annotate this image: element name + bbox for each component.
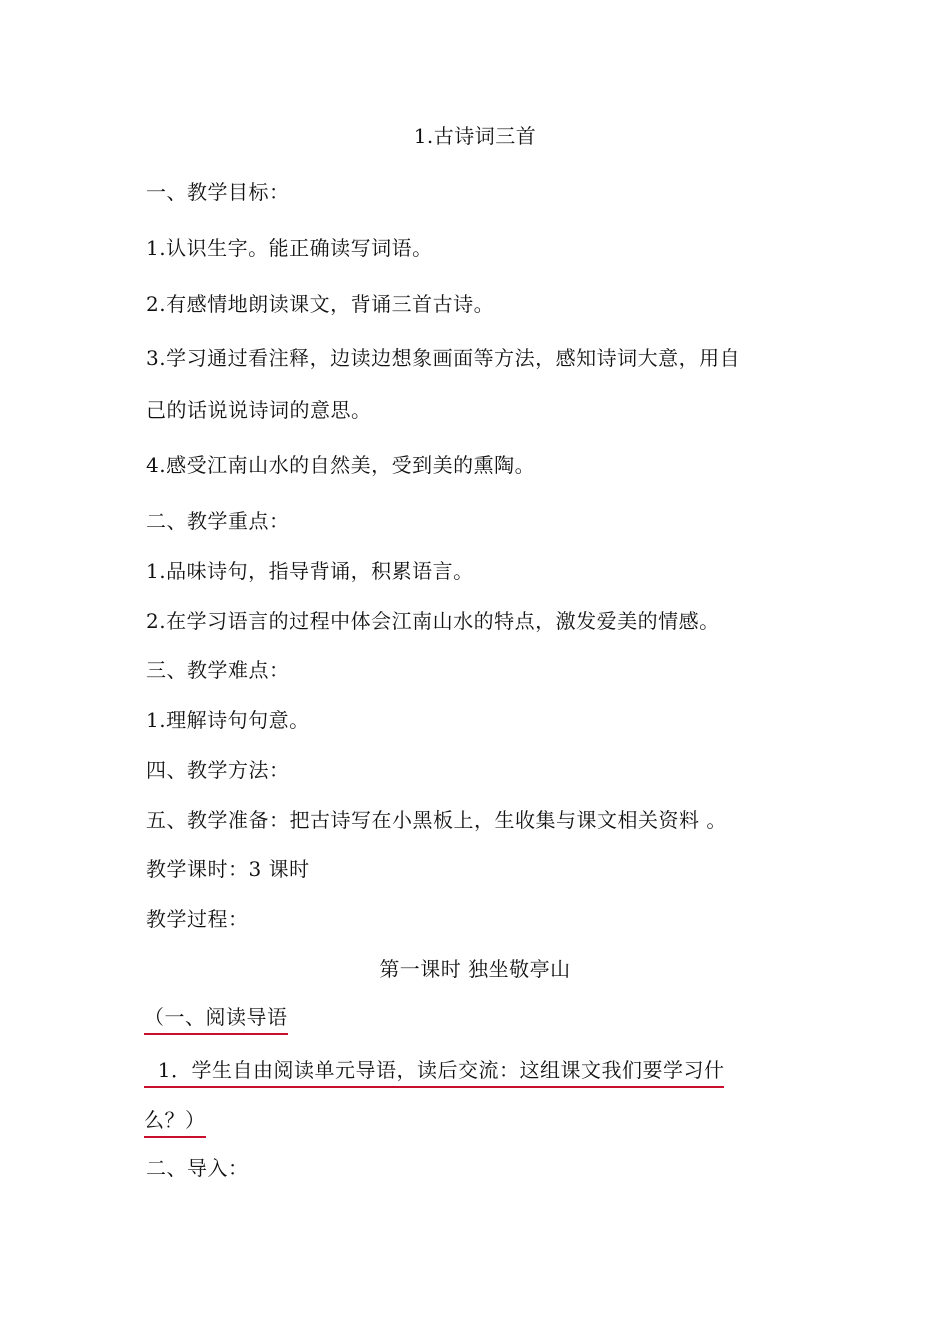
objective-item-continued: 己的话说说诗词的意思。 <box>146 398 372 422</box>
objective-item: 3.学习通过看注释，边读边想象画面等方法，感知诗词大意，用自 <box>146 346 741 370</box>
part2-heading: 二、导入： <box>146 1156 249 1180</box>
part1-item-line1 <box>144 1056 724 1084</box>
objectives-heading: 一、教学目标： <box>146 180 290 204</box>
part1-item-line2 <box>144 1106 206 1134</box>
difficulties-heading: 三、教学难点： <box>146 658 290 682</box>
part1-item-text-continued: 么？） <box>144 1108 206 1138</box>
part1-heading <box>144 1003 288 1031</box>
methods-heading: 四、教学方法： <box>146 758 290 782</box>
difficulty-item: 1.理解诗句句意。 <box>146 708 310 732</box>
part1-item-text: 1．学生自由阅读单元导语，读后交流：这组课文我们要学习什 <box>144 1058 724 1088</box>
process-heading: 教学过程： <box>146 907 249 931</box>
objective-item: 4.感受江南山水的自然美，受到美的熏陶。 <box>146 453 536 477</box>
class-hours-line: 教学课时：3 课时 <box>146 857 310 881</box>
objective-item: 1.认识生字。能正确读写词语。 <box>146 236 433 260</box>
preparation-line: 五、教学准备：把古诗写在小黑板上，生收集与课文相关资料 。 <box>146 808 727 832</box>
key-points-heading: 二、教学重点： <box>146 509 290 533</box>
part1-heading-text: （一、阅读导语 <box>144 1005 288 1035</box>
key-point-item: 1.品味诗句，指导背诵，积累语言。 <box>146 559 474 583</box>
document-title: 1.古诗词三首 <box>413 124 537 148</box>
lesson-title: 第一课时 独坐敬亭山 <box>379 957 571 981</box>
objective-item: 2.有感情地朗读课文，背诵三首古诗。 <box>146 292 495 316</box>
key-point-item: 2.在学习语言的过程中体会江南山水的特点，激发爱美的情感。 <box>146 609 720 633</box>
